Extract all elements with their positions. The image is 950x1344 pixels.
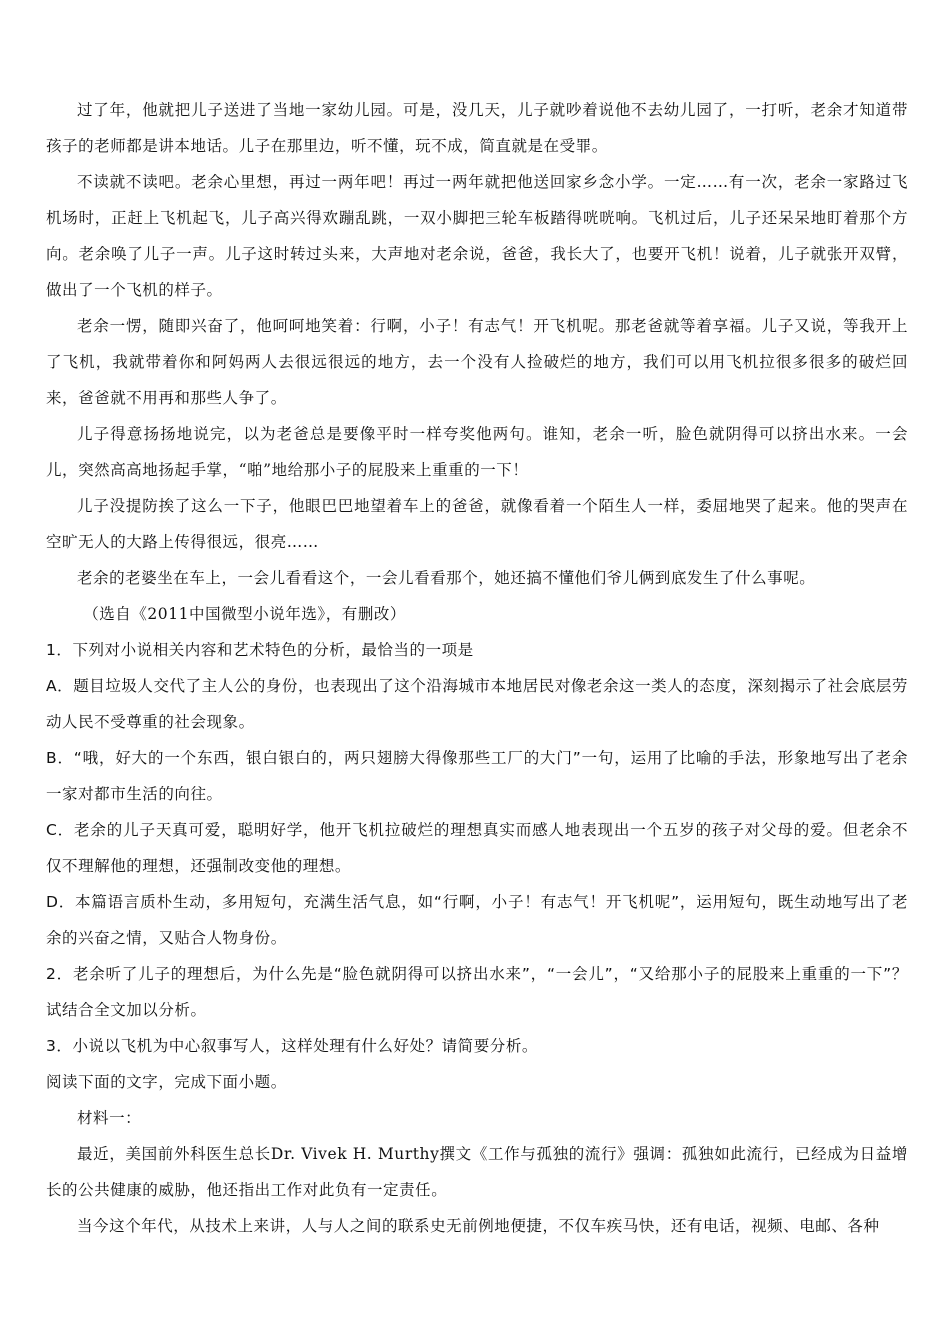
story-paragraph-6: 老余的老婆坐在车上，一会儿看看这个，一会儿看看那个，她还搞不懂他们爷儿俩到底发生了什么事呢。 (77, 569, 816, 587)
question-1-option-b: B．“哦，好大的一个东西，银白银白的，两只翅膀大得像那些工厂的大门”一句，运用了比喻的手法，形象地写出了老余一家对都市生活的向往。 (46, 749, 908, 803)
question-2: 2．老余听了儿子的理想后，为什么先是“脸色就阴得可以挤出水来”，“一会儿”，“又给那小子的屁股来上重重的一下”？试结合全文加以分析。 (46, 965, 908, 1019)
story-paragraph-4: 儿子得意扬扬地说完，以为老爸总是要像平时一样夸奖他两句。谁知，老余一听，脸色就阴得可以挤出水来。一会儿，突然高高地扬起手掌，“啪”地给那小子的屁股来上重重的一下！ (46, 425, 908, 479)
question-1-option-a: A．题目垃圾人交代了主人公的身份，也表现出了这个沿海城市本地居民对像老余这一类人的态度，深刻揭示了社会底层劳动人民不受尊重的社会现象。 (46, 677, 908, 731)
question-1-option-c: C．老余的儿子天真可爱，聪明好学，他开飞机拉破烂的理想真实而感人地表现出一个五岁的孩子对父母的爱。但老余不仅不理解他的理想，还强制改变他的理想。 (46, 821, 908, 875)
question-1-option-d: D．本篇语言质朴生动，多用短句，充满生活气息，如“行啊，小子！有志气！开飞机呢”，运用短句，既生动地写出了老余的兴奋之情，又贴合人物身份。 (46, 893, 908, 947)
question-3: 3．小说以飞机为中心叙事写人，这样处理有什么好处？请简要分析。 (46, 1037, 538, 1055)
material-paragraph-2: 当今这个年代，从技术上来讲，人与人之间的联系史无前例地便捷，不仅车疾马快，还有电话，视频、电邮、各种 (77, 1217, 880, 1235)
reading-instruction: 阅读下面的文字，完成下面小题。 (46, 1073, 287, 1091)
document-page (46, 92, 908, 1244)
material-label: 材料一： (77, 1109, 142, 1127)
story-paragraph-1: 过了年，他就把儿子送进了当地一家幼儿园。可是，没几天，儿子就吵着说他不去幼儿园了，一打听，老余才知道带孩子的老师都是讲本地话。儿子在那里边，听不懂，玩不成，简直就是在受罪。 (46, 101, 908, 155)
story-paragraph-3: 老余一愣，随即兴奋了，他呵呵地笑着：行啊，小子！有志气！开飞机呢。那老爸就等着享福。儿子又说，等我开上了飞机，我就带着你和阿妈两人去很远很远的地方，去一个没有人捡破烂的地方，我们可以用飞机拉很多很多的破烂回来，爸爸就不用再和那些人争了。 (46, 317, 908, 407)
story-paragraph-5: 儿子没提防挨了这么一下子，他眼巴巴地望着车上的爸爸，就像看着一个陌生人一样，委屈地哭了起来。他的哭声在空旷无人的大路上传得很远，很亮…… (46, 497, 908, 551)
story-paragraph-2: 不读就不读吧。老余心里想，再过一两年吧！再过一两年就把他送回家乡念小学。一定……有一次，老余一家路过飞机场时，正赶上飞机起飞，儿子高兴得欢蹦乱跳，一双小脚把三轮车板踏得咣咣响。飞机过后，儿子还呆呆地盯着那个方向。老余唤了儿子一声。儿子这时转过头来，大声地对老余说，爸爸，我长大了，也要开飞机！说着，儿子就张开双臂，做出了一个飞机的样子。 (46, 173, 908, 299)
question-1-stem: 1．下列对小说相关内容和艺术特色的分析，最恰当的一项是 (46, 641, 474, 659)
story-source: （选自《2011中国微型小说年选》，有删改） (83, 605, 406, 623)
material-paragraph-1: 最近，美国前外科医生总长Dr. Vivek H. Murthy撰文《工作与孤独的流行》强调：孤独如此流行，已经成为日益增长的公共健康的威胁，他还指出工作对此负有一定责任。 (46, 1145, 908, 1199)
